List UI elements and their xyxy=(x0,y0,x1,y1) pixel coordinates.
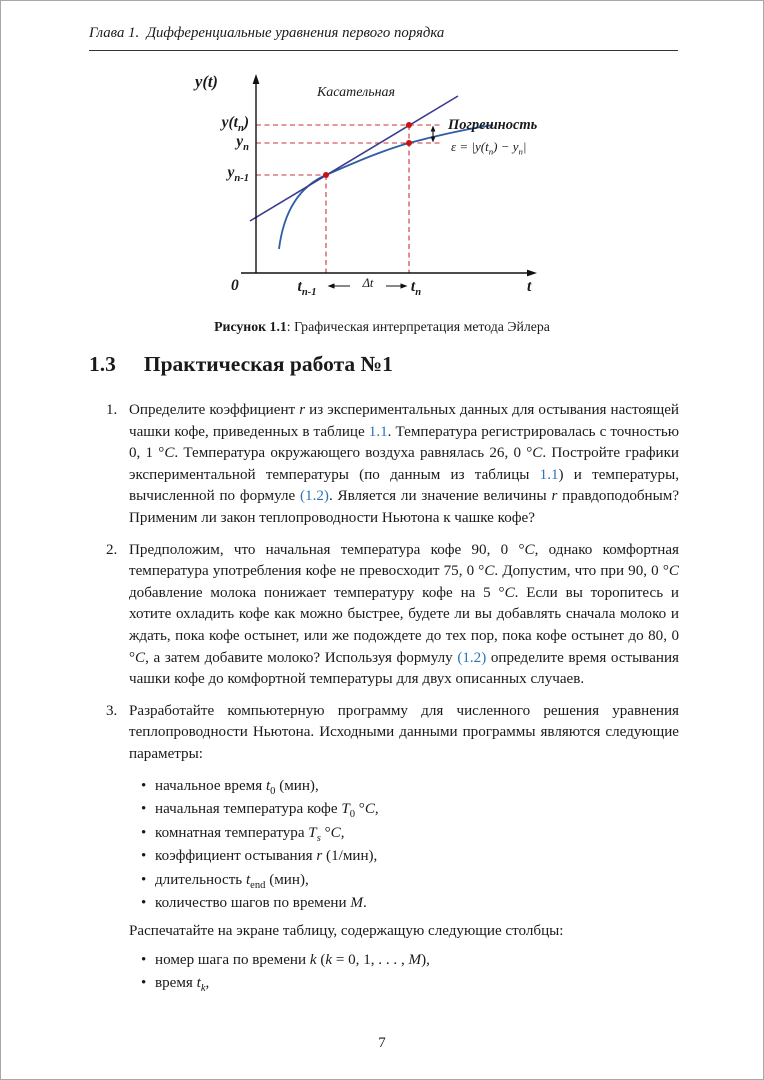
item-number: 3. xyxy=(106,702,118,719)
bullet-marker: • xyxy=(141,777,147,794)
dashed-guides xyxy=(256,125,443,273)
tangent-label: Касательная xyxy=(317,85,396,100)
point-y-n xyxy=(406,140,412,146)
section-heading xyxy=(89,352,393,377)
body-content xyxy=(89,400,679,1001)
delta-t-label: Δt xyxy=(362,276,374,290)
bullet-marker: • xyxy=(141,975,147,992)
bullet-text: комнатная температура $T_s$ °C, xyxy=(155,824,345,844)
item-text: Определите коэффициент r из экспериментальных данных для остывания настоящей чашки кофе, приведенных в таблице 1.1. Температура регистрировалась с точностью 0, 1 °C. Температура окружающего воздуха равнялась 26, 0 °C. Постройте графики экспериментальной температуры (по данным из таблицы 1.1) и температуры, вычисленной по формуле (1.2). Является ли значение величины r правдоподобным? Применим ли закон теплопроводности Ньютона к чашке кофе? xyxy=(129,402,680,526)
list-item xyxy=(89,846,679,868)
bullet-marker: • xyxy=(141,951,147,968)
bullet-marker: • xyxy=(141,871,147,888)
list-item xyxy=(89,799,679,821)
bullet-text: коэффициент остывания r (1/мин), xyxy=(155,848,378,865)
numbered-item-1 xyxy=(89,400,679,530)
y-axis-label: y(t) xyxy=(195,72,218,91)
reference-link[interactable]: (1.2) xyxy=(300,488,329,505)
item-text: Предположим, что начальная температура кофе 90, 0 °C, однако комфортная температура употребления кофе не превосходит 75, 0 °C. Допустим, что при 90, 0 °C добавление молока понижает температуру кофе на 5 °C. Если вы торопитесь и хотите охладить кофе как можно быстрее, будете ли вы добавлять сначала молоко и ждать, пока кофе остынет, или же подождете до тех пор, пока кофе остынет до 80, 0 °C, а затем добавите молоко? Используя формулу (1.2) определите время остывания чашки кофе до комфортной температуры для двух описанных случаев. xyxy=(129,541,679,688)
figure-caption-text: : Графическая интерпретация метода Эйлера xyxy=(286,319,550,334)
point-y-tn xyxy=(406,122,412,128)
list-item xyxy=(89,870,679,892)
item-number: 1. xyxy=(106,402,118,418)
list-item xyxy=(89,973,679,995)
table-columns-list xyxy=(89,950,679,995)
tangent-line xyxy=(250,96,458,221)
page-number: 7 xyxy=(378,1035,386,1051)
y-tn-tick-label: $y(t_n)$ xyxy=(221,114,249,135)
item-number: 2. xyxy=(106,541,118,558)
origin-label: 0 xyxy=(231,277,239,294)
bullet-marker: • xyxy=(141,801,147,818)
error-double-arrow xyxy=(431,126,436,143)
error-title-label: Погрешность xyxy=(448,117,538,133)
bullet-text: начальное время $t_0$ (мин), xyxy=(155,777,319,797)
bullet-text: количество шагов по времени M. xyxy=(155,895,367,912)
bullet-marker: • xyxy=(141,824,147,841)
list-item xyxy=(89,950,679,972)
list-item xyxy=(89,776,679,798)
euler-method-figure xyxy=(171,63,571,321)
list-item xyxy=(89,893,679,915)
point-t-n-1 xyxy=(323,172,329,178)
y-n-tick-label: $y_n$ xyxy=(236,133,249,154)
reference-link[interactable]: 1.1 xyxy=(368,423,388,440)
section-title-text: Практическая работа №1 xyxy=(143,352,393,376)
t-n-tick-label: $t_n$ xyxy=(410,278,422,299)
numbered-item-2 xyxy=(89,540,679,691)
figure-caption xyxy=(1,319,763,335)
x-axis-arrowhead xyxy=(527,270,537,277)
reference-link[interactable]: 1.1 xyxy=(539,466,559,483)
reference-link[interactable]: (1.2) xyxy=(457,649,487,666)
t-axis-label: t xyxy=(527,278,532,295)
print-table-paragraph: Распечатайте на экране таблицу, содержащую следующие столбцы: xyxy=(129,923,564,940)
bullet-text: длительность $t_{end}$ (мин), xyxy=(155,871,309,891)
axes xyxy=(241,80,531,273)
bullet-text: начальная температура кофе $T_0$ °C, xyxy=(155,801,379,821)
list-item xyxy=(89,823,679,845)
bullet-text: время $t_k$, xyxy=(155,975,210,995)
bullet-marker: • xyxy=(141,848,147,865)
error-formula-label: $\varepsilon = |y(t_n) - y_n|$ xyxy=(451,139,527,157)
bullet-text: номер шага по времени k (k = 0, 1, . . . , M), xyxy=(155,951,430,968)
figure-caption-label: Рисунок 1.1 xyxy=(214,319,287,334)
parameter-list xyxy=(89,776,679,916)
t-n-1-tick-label: $t_{n-1}$ xyxy=(297,278,317,299)
numbered-item-3 xyxy=(89,701,679,766)
y-n-1-tick-label: $y_{n-1}$ xyxy=(227,164,249,185)
y-axis-arrowhead xyxy=(253,74,260,84)
section-number: 1.3 xyxy=(89,352,116,376)
item-text: Разработайте компьютерную программу для численного решения уравнения теплопроводности Ньютона. Исходными данными программы являются следующие параметры: xyxy=(129,702,679,762)
chapter-header: Глава 1. Дифференциальные уравнения первого порядка xyxy=(89,25,678,51)
bullet-marker: • xyxy=(141,895,147,912)
